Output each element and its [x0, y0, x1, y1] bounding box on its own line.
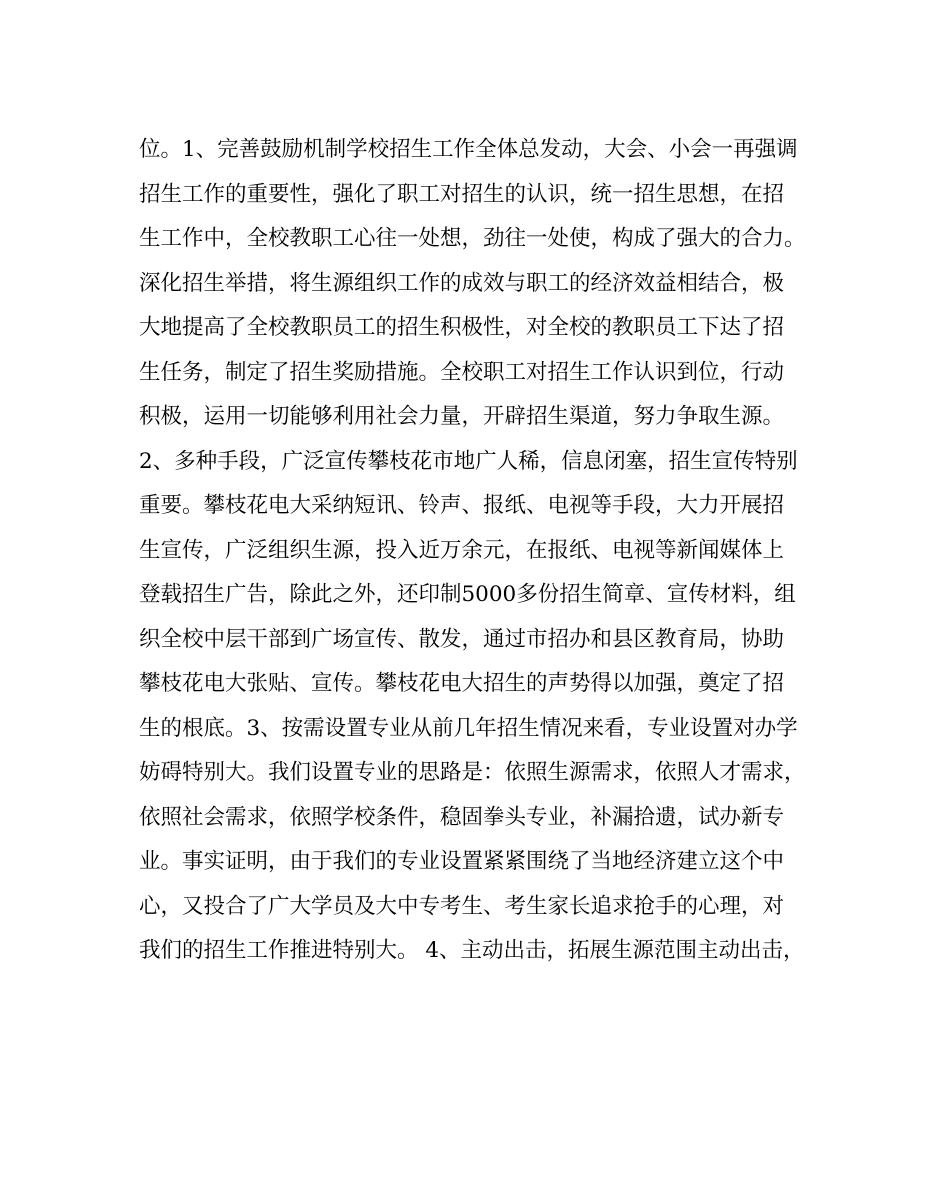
text-line: 2、多种手段，广泛宣传攀枝花市地广人稀，信息闭塞，招生宣传特别 — [139, 448, 798, 474]
text-line: 生工作中，全校教职工心往一处想，劲往一处使，构成了强大的合力。 — [139, 226, 806, 251]
text-line: 生宣传，广泛组织生源，投入近万余元，在报纸、电视等新闻媒体上 — [139, 537, 785, 563]
text-line: 积极，运用一切能够利用社会力量，开辟招生渠道，努力争取生源。 — [139, 404, 785, 429]
body-text — [139, 128, 819, 974]
text-line: 我们的招生工作推进特别大。 4、主动出击，拓展生源范围主动出击， — [139, 938, 805, 963]
text-line: 妨碍特别大。我们设置专业的思路是：依照生源需求，依照人才需求， — [139, 760, 806, 785]
text-line: 重要。攀枝花电大采纳短讯、铃声、报纸、电视等手段，大力开展招 — [139, 493, 785, 518]
text-line: 依照社会需求，依照学校条件，稳固拳头专业，补漏拾遗，试办新专 — [139, 804, 785, 830]
text-line: 心，又投合了广大学员及大中专考生、考生家长追求抢手的心理，对 — [139, 893, 785, 919]
text-line: 登载招生广告，除此之外，还印制5000多份招生简章、宣传材料，组 — [139, 582, 796, 607]
text-line: 攀枝花电大张贴、宣传。攀枝花电大招生的声势得以加强，奠定了招 — [139, 671, 785, 696]
text-line: 深化招生举措，将生源组织工作的成效与职工的经济效益相结合，极 — [139, 270, 785, 296]
text-line: 业。事实证明，由于我们的专业设置紧紧围绕了当地经济建立这个中 — [139, 849, 785, 874]
text-line: 生的根底。3、按需设置专业从前几年招生情况来看，专业设置对办学 — [139, 715, 798, 741]
text-line: 生任务，制定了招生奖励措施。全校职工对招生工作认识到位，行动 — [139, 359, 785, 385]
text-line: 织全校中层干部到广场宣传、散发，通过市招办和县区教育局，协助 — [139, 626, 785, 652]
text-line: 招生工作的重要性，强化了职工对招生的认识，统一招生思想，在招 — [139, 181, 785, 207]
text-line: 位。1、完善鼓励机制学校招生工作全体总发动，大会、小会一再强调 — [139, 137, 798, 162]
text-line: 大地提高了全校教职员工的招生积极性，对全校的教职员工下达了招 — [139, 315, 785, 340]
